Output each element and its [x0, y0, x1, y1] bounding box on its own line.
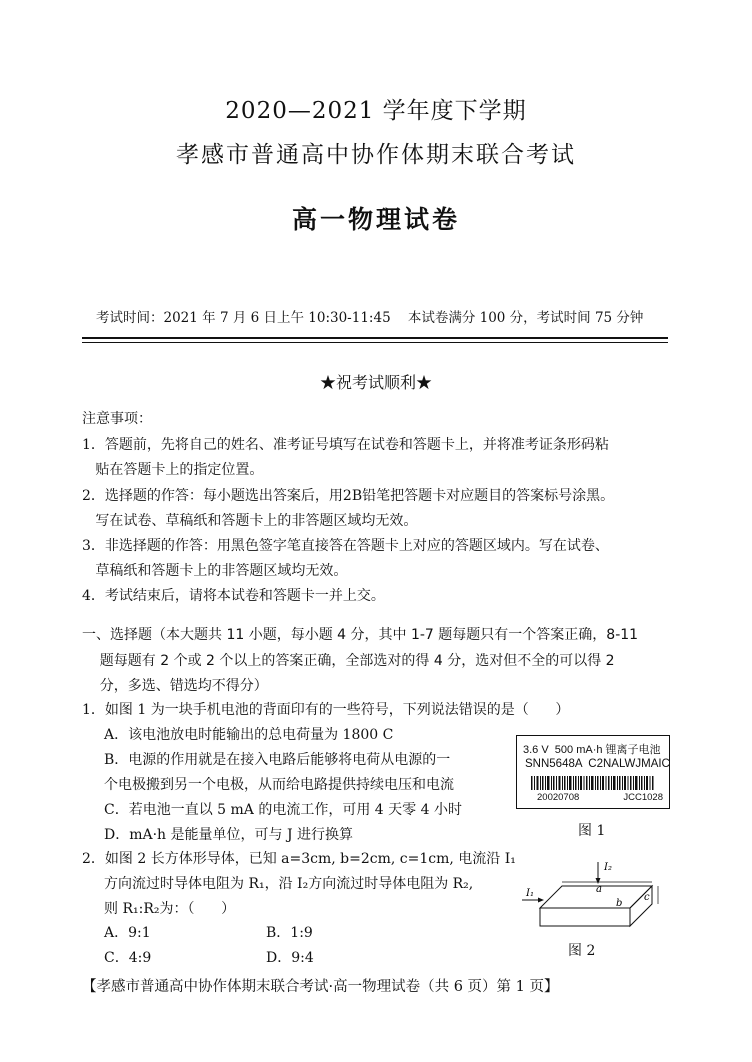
q2-option-d: D．9:4 [266, 950, 314, 966]
figure1-label: 图 1 [578, 823, 606, 839]
divider-thick [82, 337, 668, 339]
i2-label: I₂ [604, 862, 612, 873]
divider-thin [82, 342, 668, 343]
header-line2: 孝感市普通高中协作体期末联合考试 [176, 142, 576, 168]
c-label: c [644, 892, 650, 903]
a-label: a [596, 884, 602, 895]
section1-line: 一、选择题（本大题共 11 小题，每小题 4 分，其中 1-7 题每题只有一个答案正确，8-11 [82, 627, 639, 643]
section1-line: 题每题有 2 个或 2 个以上的答案正确，全部选对的得 4 分，选对但不全的可以得 2 [82, 653, 615, 669]
q2-option-c: C．4:9 [104, 950, 152, 966]
q1-option-c: C．若电池一直以 5 mA 的电流工作，可用 4 天零 4 小时 [104, 802, 462, 818]
page-title: 高一物理试卷 [291, 205, 460, 234]
battery-spec: 3.6 V 500 mA·h 锂离子电池 [523, 744, 661, 756]
notes-line: 草稿纸和答题卡上的非答题区域均无效。 [82, 563, 348, 579]
notes-line: 3．非选择题的作答：用黑色签字笔直接答在答题卡上对应的答题区域内。写在试卷、 [82, 538, 609, 554]
b-label: b [616, 898, 623, 909]
cuboid-conductor-figure [520, 852, 668, 938]
battery-label-figure [516, 735, 670, 809]
exam-info: 考试时间：2021 年 7 月 6 日上午 10:30-11:45 本试卷满分 100 分，考试时间 75 分钟 [96, 310, 644, 326]
q1-option-b-cont: 个电极搬到另一个电极，从而给电路提供持续电压和电流 [104, 777, 454, 793]
q1-stem: 1．如图 1 为一块手机电池的背面印有的一些符号，下列说法错误的是（ ） [82, 702, 570, 718]
i1-label: I₁ [526, 888, 534, 899]
q2-stem-cont2: 则 R₁:R₂为：（ ） [104, 901, 236, 917]
q1-option-a: A．该电池放电时能输出的总电荷量为 1800 C [104, 727, 394, 743]
section1-line: 分，多选、错选均不得分） [82, 678, 268, 694]
notes-line: 贴在答题卡上的指定位置。 [82, 462, 264, 478]
q2-stem-cont: 方向流过时导体电阻为 R₁，沿 I₂方向流过时导体电阻为 R₂, [104, 876, 474, 892]
q2-stem: 2．如图 2 长方体形导体，已知 a=3cm, b=2cm, c=1cm, 电流沿 I₁ [82, 851, 516, 867]
notes-line: 4．考试结束后，请将本试卷和答题卡一并上交。 [82, 588, 385, 604]
notes-heading: 注意事项： [82, 411, 152, 427]
q2-option-a: A．9:1 [104, 925, 151, 941]
battery-model: SNN5648A C2NALWJMAIC [525, 758, 670, 770]
notes-line: 写在试卷、草稿纸和答题卡上的非答题区域均无效。 [82, 513, 418, 529]
battery-code: JCC1028 [623, 792, 663, 803]
notes-line: 1．答题前，先将自己的姓名、准考证号填写在试卷和答题卡上，并将准考证条形码粘 [82, 437, 609, 453]
q1-option-b: B．电源的作用就是在接入电路后能够将电荷从电源的一 [104, 752, 451, 768]
q1-option-d: D．mA·h 是能量单位，可与 J 进行换算 [104, 827, 354, 843]
good-luck-banner: ★祝考试顺利★ [319, 373, 432, 392]
battery-date: 20020708 [537, 792, 580, 803]
figure2-label: 图 2 [568, 943, 596, 959]
header-line1: 2020—2021 学年度下学期 [225, 98, 527, 124]
barcode-icon [531, 776, 655, 790]
q2-option-b: B．1:9 [266, 925, 313, 941]
notes-line: 2．选择题的作答：每小题选出答案后，用2B铅笔把答题卡对应题目的答案标号涂黑。 [82, 488, 615, 504]
page-footer: 【孝感市普通高中协作体期末联合考试·高一物理试卷（共 6 页）第 1 页】 [82, 979, 559, 995]
